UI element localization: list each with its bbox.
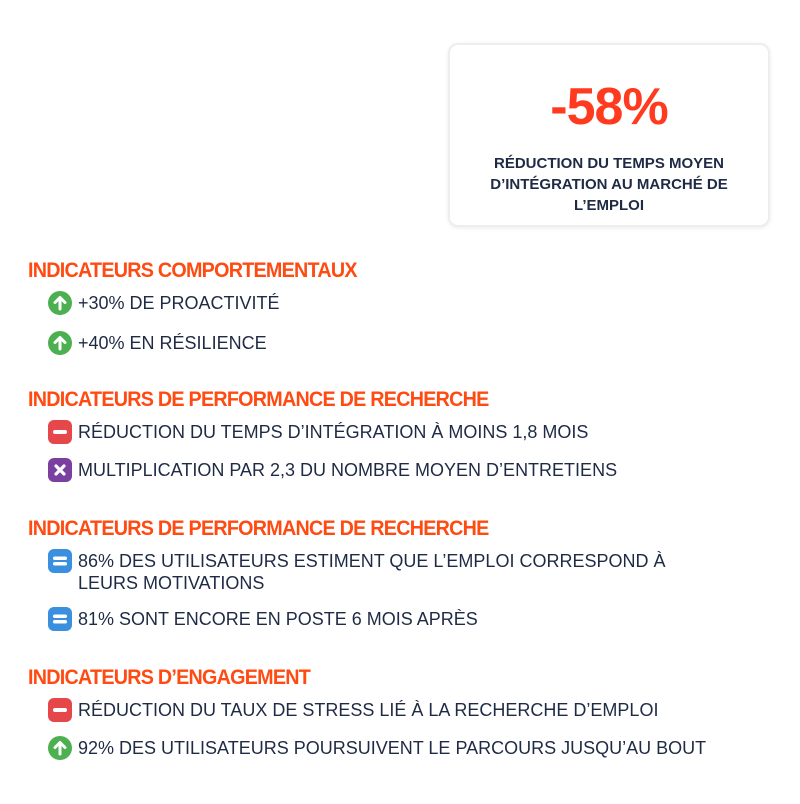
item-text: 86% DES UTILISATEURS ESTIMENT QUE L’EMPLOI CORRESPOND À LEURS MOTIVATIONS: [78, 551, 666, 593]
list-item: [47, 292, 708, 316]
section-engagement: [28, 665, 708, 761]
equals-icon: [47, 548, 73, 574]
stat-value: -58%: [550, 78, 668, 136]
list-item: [47, 550, 708, 594]
minus-icon: [47, 697, 73, 723]
item-text: RÉDUCTION DU TAUX DE STRESS LIÉ À LA RECHERCHE D’EMPLOI: [78, 700, 659, 720]
section-title: INDICATEURS COMPORTEMENTAUX: [28, 259, 357, 282]
item-text: 92% DES UTILISATEURS POURSUIVENT LE PARCOURS JUSQU’AU BOUT: [78, 738, 707, 758]
item-text: RÉDUCTION DU TEMPS D’INTÉGRATION À MOINS 1,8 MOIS: [78, 422, 589, 442]
stat-card: [448, 43, 770, 227]
list-item: [47, 332, 708, 356]
section-search-performance: [28, 387, 708, 483]
section-search-performance-2: [28, 516, 708, 632]
list-item: [47, 608, 708, 632]
item-text: 81% SONT ENCORE EN POSTE 6 MOIS APRÈS: [78, 609, 478, 629]
arrow-up-icon: [47, 330, 73, 356]
item-text: +30% DE PROACTIVITÉ: [78, 293, 280, 313]
section-behavioral: [28, 258, 708, 356]
multiply-icon: [47, 457, 73, 483]
item-text: MULTIPLICATION PAR 2,3 DU NOMBRE MOYEN D’ENTRETIENS: [78, 460, 618, 480]
list-item: [47, 421, 708, 445]
stat-description: RÉDUCTION DU TEMPS MOYEN D’INTÉGRATION AU MARCHÉ DE L’EMPLOI: [490, 155, 728, 214]
list-item: [47, 459, 708, 483]
minus-icon: [47, 419, 73, 445]
equals-icon: [47, 606, 73, 632]
section-title: INDICATEURS D’ENGAGEMENT: [28, 666, 311, 689]
list-item: [47, 699, 708, 723]
section-title: INDICATEURS DE PERFORMANCE DE RECHERCHE: [28, 388, 489, 411]
item-text: +40% EN RÉSILIENCE: [78, 333, 267, 353]
section-title: INDICATEURS DE PERFORMANCE DE RECHERCHE: [28, 517, 489, 540]
arrow-up-icon: [47, 290, 73, 316]
list-item: [47, 737, 708, 761]
arrow-up-icon: [47, 735, 73, 761]
